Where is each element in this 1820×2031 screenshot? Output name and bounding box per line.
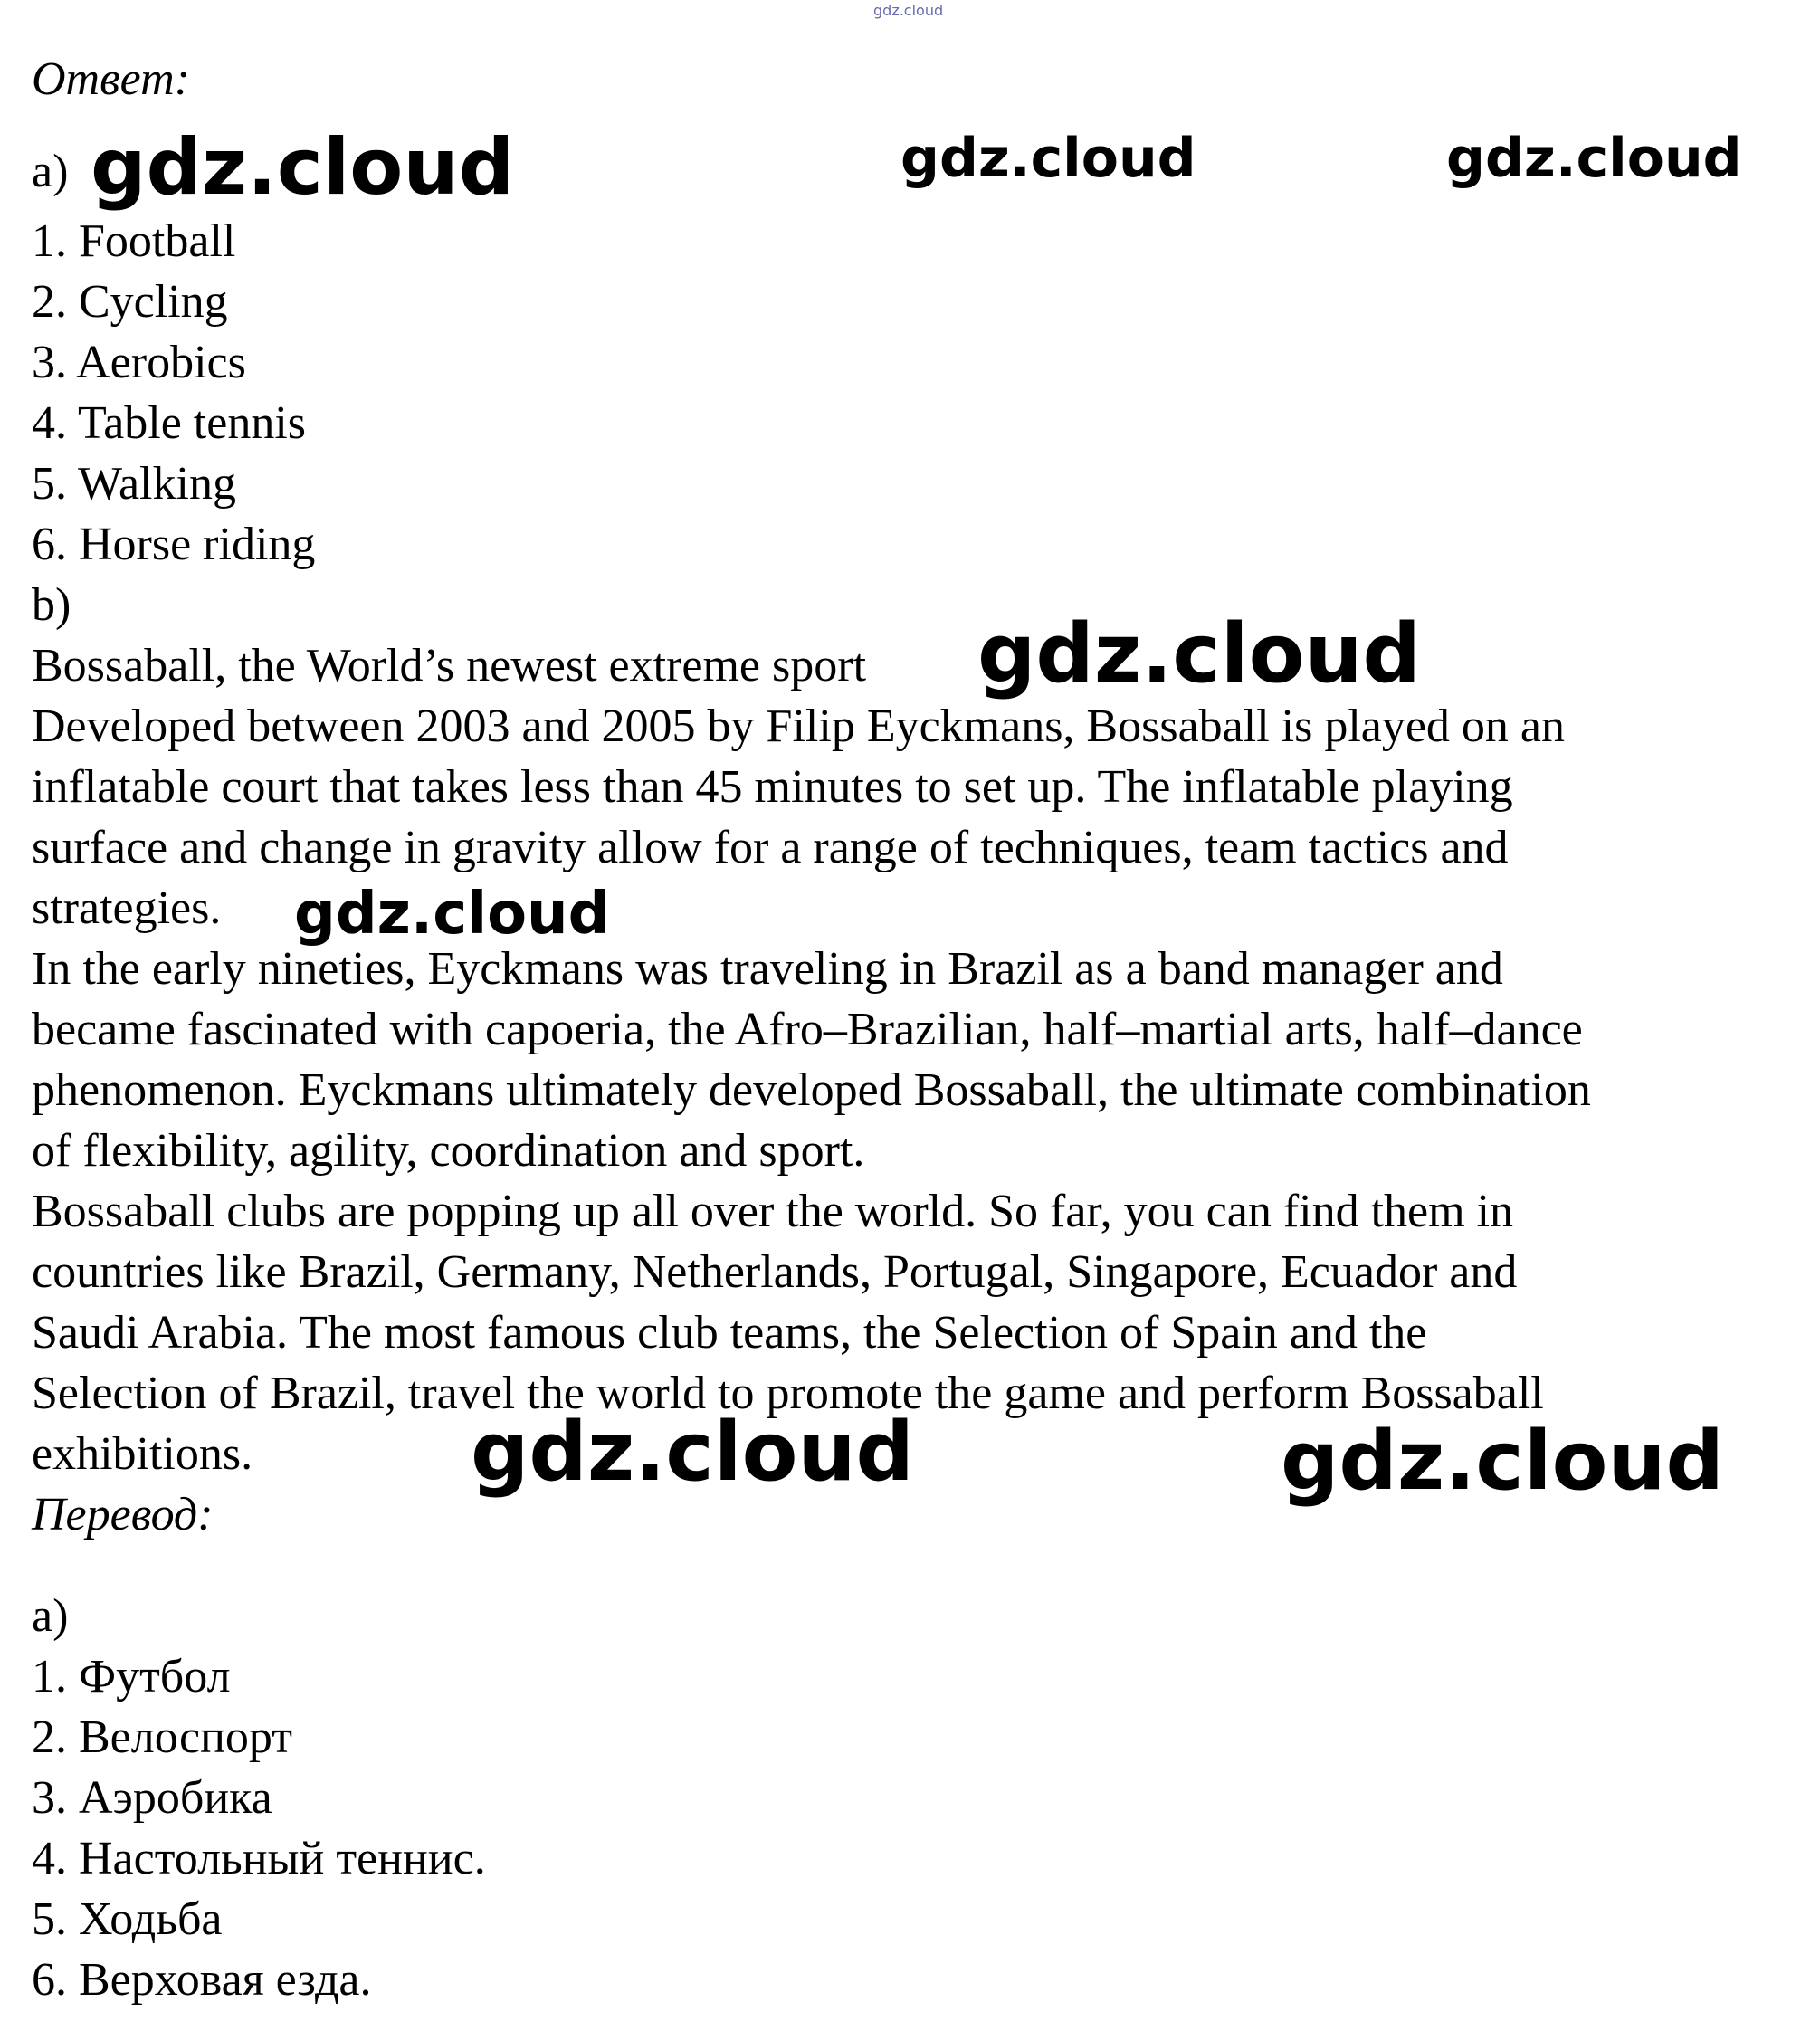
watermark: gdz.cloud [900,127,1196,190]
article-line: countries like Brazil, Germany, Netherlands, Portugal, Singapore, Ecuador and [32,1246,1518,1298]
list-item: 1. Футбол [32,1651,231,1702]
watermark: gdz.cloud [1446,127,1742,190]
translation-label: Перевод: [32,1489,214,1540]
article-line: Saudi Arabia. The most famous club teams, the Selection of Spain and the [32,1307,1427,1359]
list-item: 3. Аэробика [32,1772,272,1824]
article-line: phenomenon. Eyckmans ultimately developed Bossaball, the ultimate combination [32,1064,1591,1116]
article-title: Bossaball, the World’s newest extreme sport [32,640,867,691]
list-item: 4. Настольный теннис. [32,1833,486,1884]
article-line: became fascinated with capoeria, the Afro–Brazilian, half–martial arts, half–dance [32,1004,1583,1055]
watermark: gdz.cloud [91,122,515,213]
top-watermark: gdz.cloud [873,2,944,19]
list-item: 5. Ходьба [32,1893,223,1945]
part-b-label: b) [32,579,71,631]
list-item: 5. Walking [32,458,236,510]
article-line: surface and change in gravity allow for a range of techniques, team tactics and [32,822,1509,873]
answer-label: Ответ: [32,53,190,105]
list-item: 6. Horse riding [32,519,316,570]
article-line: Bossaball clubs are popping up all over the world. So far, you can find them in [32,1186,1514,1237]
watermark: gdz.cloud [471,1405,914,1500]
article-line: inflatable court that takes less than 45 minutes to set up. The inflatable playing [32,761,1513,813]
article-line: strategies. [32,882,222,934]
watermark: gdz.cloud [977,606,1421,701]
article-line: Selection of Brazil, travel the world to promote the game and perform Bossaball [32,1368,1544,1419]
translation-part-a-label: a) [32,1590,69,1642]
list-item: 2. Велоспорт [32,1712,292,1763]
list-item: 1. Football [32,215,236,267]
part-a-label: a) [32,146,69,197]
article-line: Developed between 2003 and 2005 by Filip Eyckmans, Bossaball is played on an [32,701,1566,752]
list-item: 2. Cycling [32,276,228,328]
list-item: 6. Верховая езда. [32,1954,372,2006]
article-line: of flexibility, agility, coordination and sport. [32,1125,865,1177]
list-item: 4. Table tennis [32,397,307,449]
watermark: gdz.cloud [1281,1414,1724,1509]
watermark: gdz.cloud [294,881,610,948]
article-line: In the early nineties, Eyckmans was traveling in Brazil as a band manager and [32,943,1503,995]
list-item: 3. Aerobics [32,337,246,388]
article-line: exhibitions. [32,1428,253,1480]
